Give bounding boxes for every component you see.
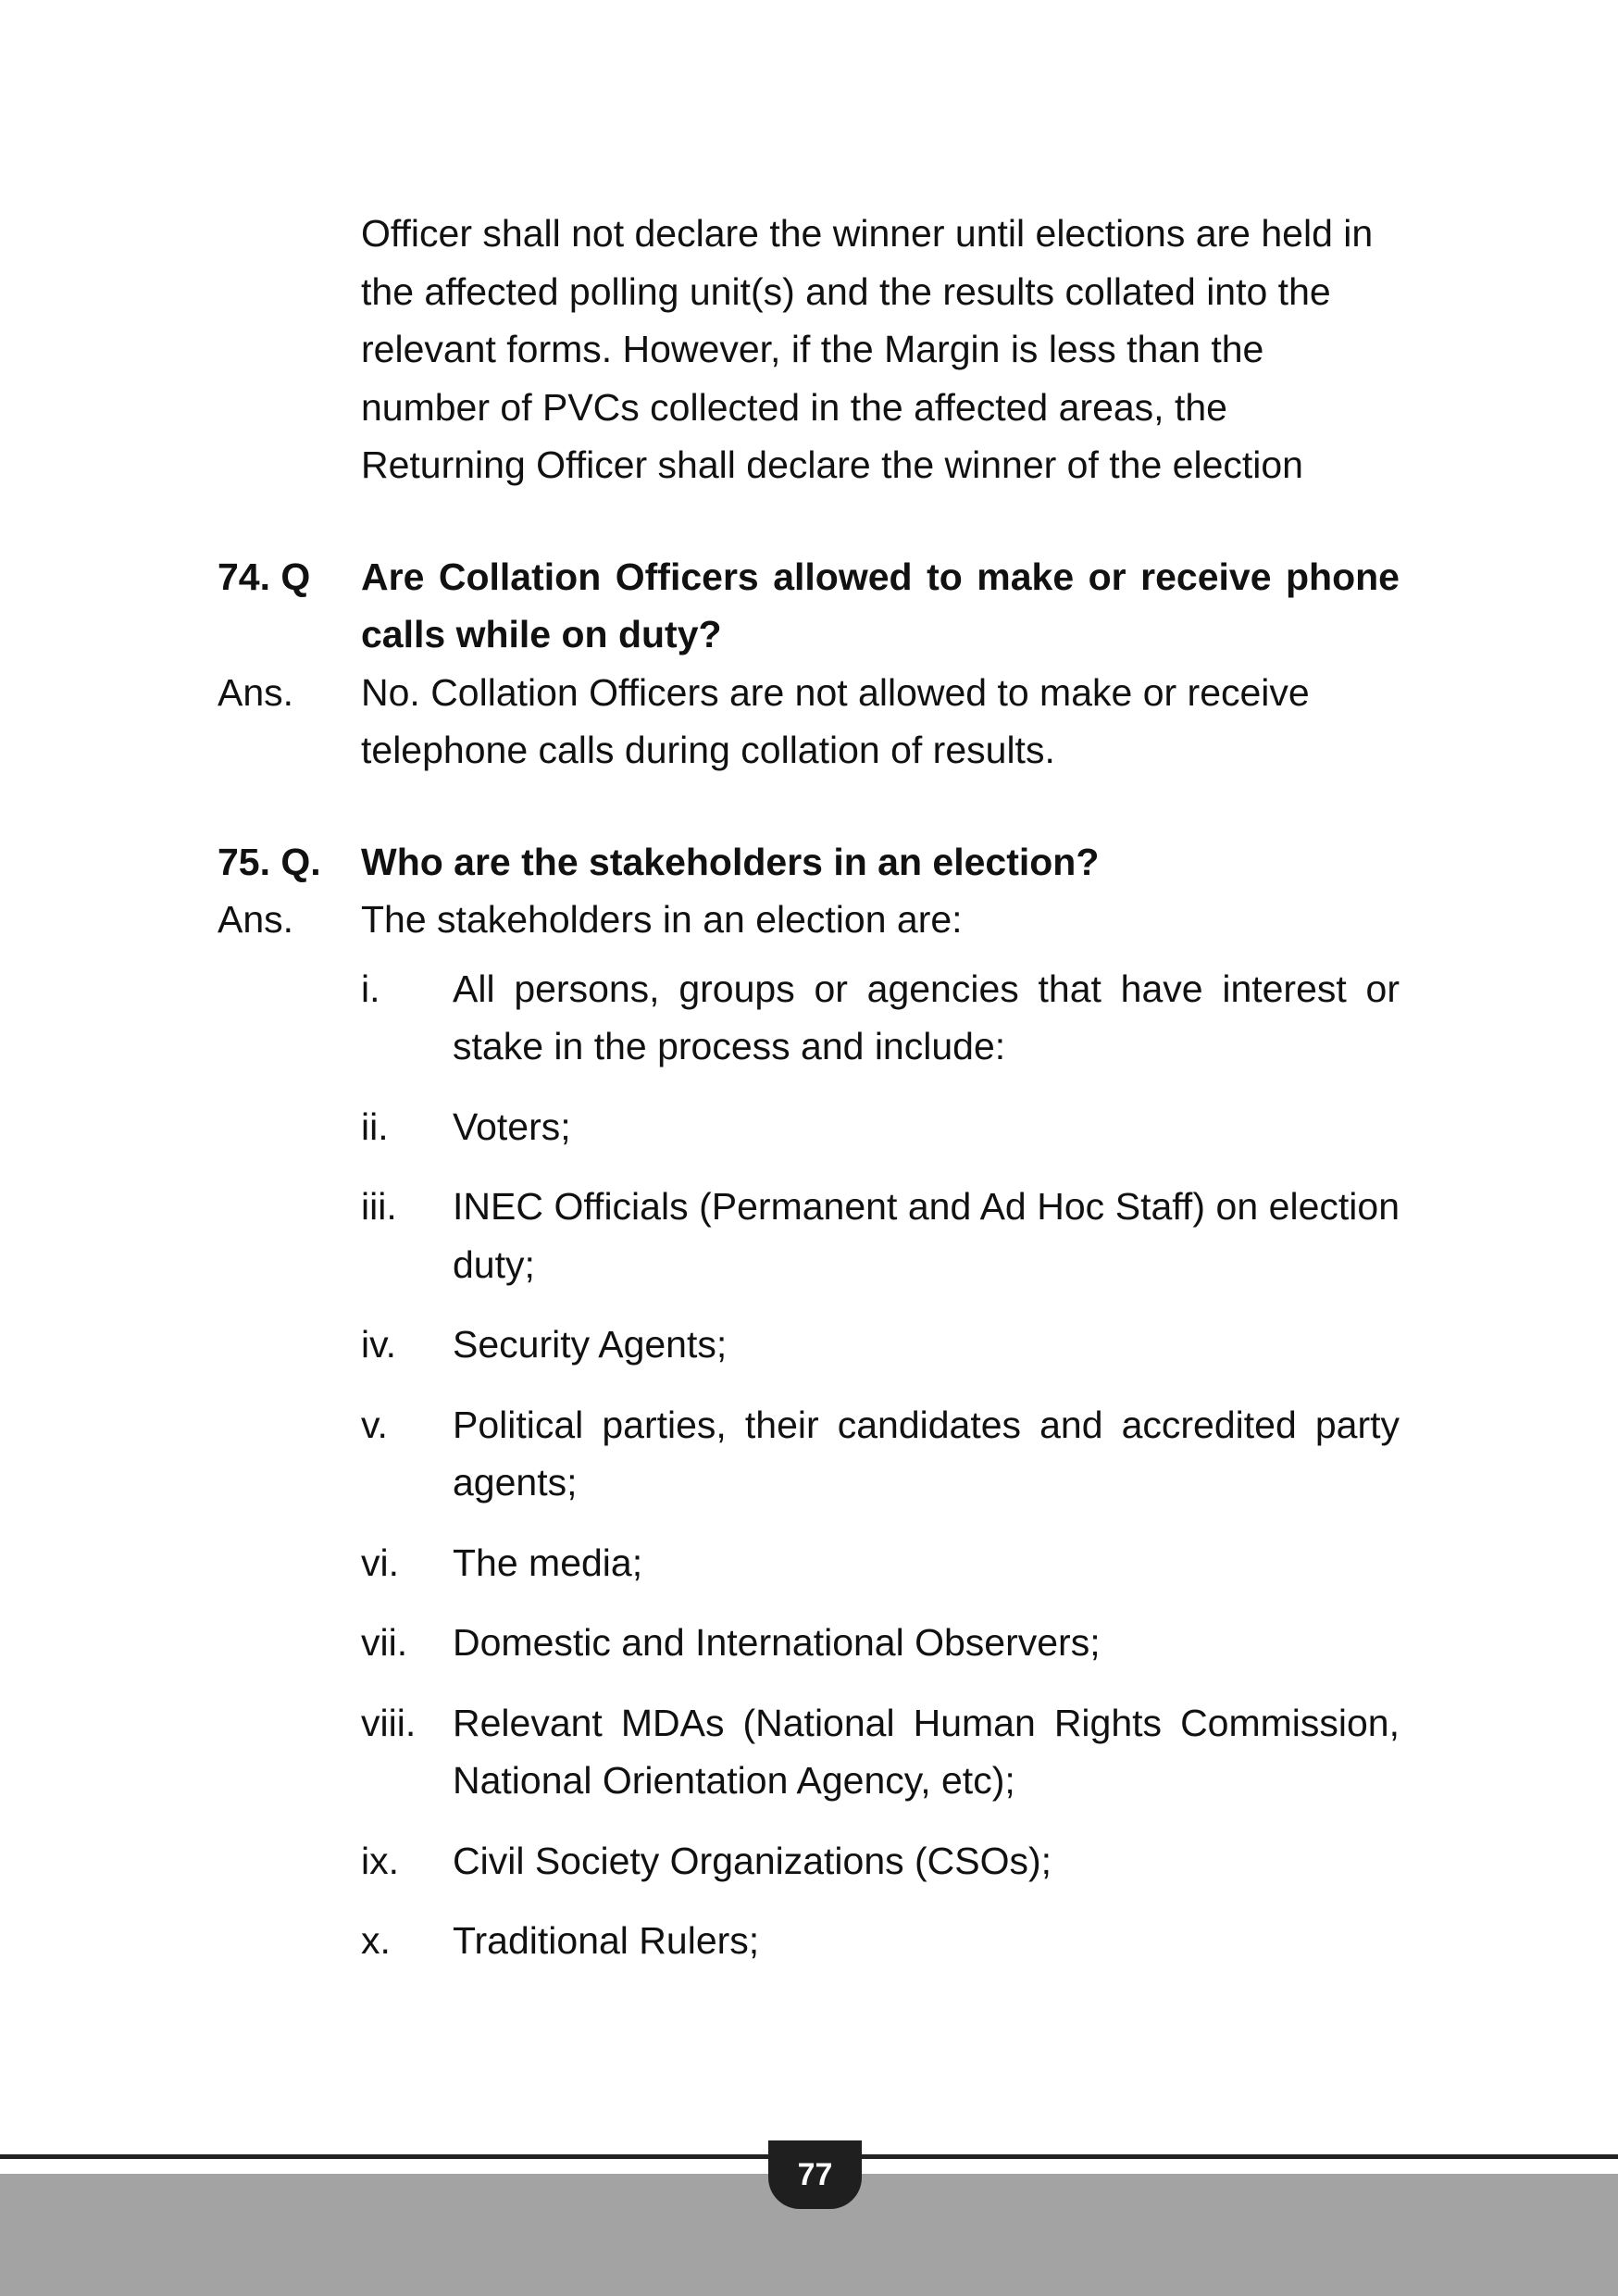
question-75: [218, 833, 1400, 892]
question-text: Who are the stakeholders in an election?: [361, 840, 1100, 883]
list-item-number: iv.: [361, 1323, 396, 1366]
list-item-text: Civil Society Organizations (CSOs);: [453, 1839, 1052, 1882]
list-item: [361, 1316, 1400, 1374]
list-item-number: ix.: [361, 1839, 399, 1882]
list-item-text: Relevant MDAs (National Human Rights Commission, National Orientation Agency, etc);: [453, 1701, 1400, 1802]
list-item-number: vi.: [361, 1541, 399, 1584]
list-item: [361, 960, 1400, 1076]
continuation-paragraph: Officer shall not declare the winner until elections are held in the affected polling unit(s) and the results collated into the relevant forms. However, if the Margin is less than the number of PVCs collected in the affected areas, the Returning Officer shall declare the winner of the election: [361, 212, 1374, 486]
list-item: [361, 1832, 1400, 1890]
question-number: 74. Q: [218, 555, 311, 598]
answer-text: No. Collation Officers are not allowed to make or receive telephone calls during collation of results.: [361, 670, 1310, 771]
page-content: [218, 205, 1400, 1992]
list-item-text: INEC Officials (Permanent and Ad Hoc Staff) on election duty;: [453, 1185, 1400, 1286]
list-item-number: v.: [361, 1403, 388, 1446]
list-item: [361, 1396, 1400, 1512]
list-item: [361, 1534, 1400, 1592]
question-number: 75. Q.: [218, 840, 321, 883]
list-item: [361, 1912, 1400, 1970]
answer-label: Ans.: [218, 898, 294, 941]
answer-75: [218, 891, 1400, 949]
list-item-number: iii.: [361, 1185, 397, 1228]
list-item-text: Domestic and International Observers;: [453, 1621, 1101, 1664]
question-text: Are Collation Officers allowed to make or receive phone calls while on duty?: [361, 555, 1400, 655]
list-item-number: viii.: [361, 1701, 417, 1744]
page-number: 77: [768, 2140, 862, 2209]
list-item: [361, 1694, 1400, 1810]
list-item: [361, 1178, 1400, 1293]
list-item-number: x.: [361, 1919, 391, 1962]
question-74: [218, 548, 1400, 664]
list-item-text: Security Agents;: [453, 1323, 728, 1366]
answer-text: The stakeholders in an election are:: [361, 898, 963, 941]
list-item-text: Voters;: [453, 1104, 571, 1148]
list-item-text: Traditional Rulers;: [453, 1919, 760, 1962]
list-item-number: vii.: [361, 1621, 408, 1664]
list-item: [361, 1614, 1400, 1672]
list-item-text: The media;: [453, 1541, 643, 1584]
answer-74: [218, 664, 1400, 780]
list-item: [361, 1098, 1400, 1156]
answer-label: Ans.: [218, 670, 294, 714]
list-item-number: i.: [361, 967, 380, 1010]
stakeholder-list: [361, 960, 1400, 1970]
list-item-number: ii.: [361, 1104, 389, 1148]
list-item-text: Political parties, their candidates and accredited party agents;: [453, 1403, 1400, 1504]
list-item-text: All persons, groups or agencies that have interest or stake in the process and include:: [453, 967, 1400, 1067]
